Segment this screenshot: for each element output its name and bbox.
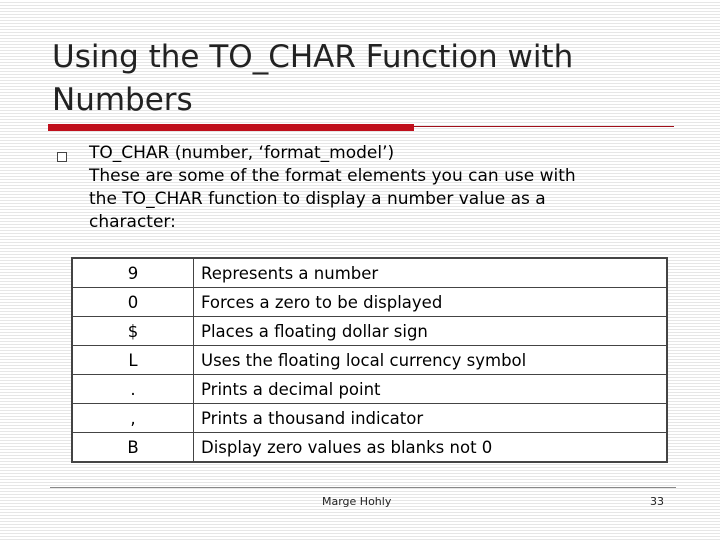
description-cell: Prints a decimal point bbox=[194, 375, 668, 404]
format-element-cell: B bbox=[72, 433, 194, 463]
format-element-cell: $ bbox=[72, 317, 194, 346]
slide-title: Using the TO_CHAR Function with Numbers bbox=[52, 39, 574, 118]
title-underline-accent bbox=[48, 124, 414, 131]
table-row bbox=[72, 317, 667, 346]
description-cell: Places a floating dollar sign bbox=[194, 317, 668, 346]
format-element-cell: , bbox=[72, 404, 194, 433]
description-cell: Display zero values as blanks not 0 bbox=[194, 433, 668, 463]
description-cell: Represents a number bbox=[194, 258, 668, 288]
footer-author: Marge Hohly bbox=[322, 495, 392, 508]
description-cell: Forces a zero to be displayed bbox=[194, 288, 668, 317]
table-row bbox=[72, 375, 667, 404]
format-elements-table bbox=[71, 257, 668, 463]
bullet-line: the TO_CHAR function to display a number value as a bbox=[89, 189, 546, 209]
bullet-text bbox=[89, 142, 679, 234]
format-element-cell: 9 bbox=[72, 258, 194, 288]
table-row bbox=[72, 433, 667, 463]
format-element-cell: L bbox=[72, 346, 194, 375]
bullet-line-syntax: TO_CHAR (number, ‘format_model’) bbox=[89, 143, 395, 163]
square-bullet-icon bbox=[57, 152, 67, 162]
footer-divider bbox=[50, 487, 676, 488]
page-number: 33 bbox=[650, 495, 664, 508]
table-row bbox=[72, 258, 667, 288]
table-row bbox=[72, 288, 667, 317]
format-element-cell: 0 bbox=[72, 288, 194, 317]
format-element-cell: . bbox=[72, 375, 194, 404]
description-cell: Prints a thousand indicator bbox=[194, 404, 668, 433]
table-row bbox=[72, 346, 667, 375]
bullet-line: character: bbox=[89, 212, 176, 232]
table-row bbox=[72, 404, 667, 433]
bullet-line: These are some of the format elements you can use with bbox=[89, 166, 576, 186]
description-cell: Uses the floating local currency symbol bbox=[194, 346, 668, 375]
